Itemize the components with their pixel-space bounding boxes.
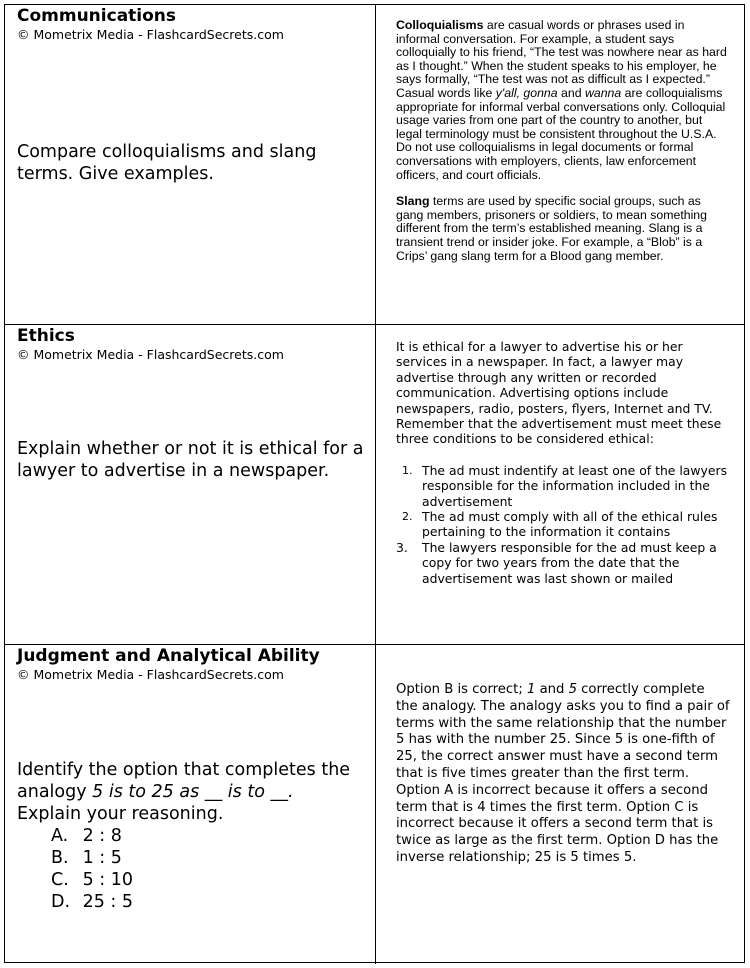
card-front: [5, 325, 376, 644]
answer-italic: y'all, gonna: [495, 85, 558, 100]
flashcard-judgment: [5, 645, 744, 964]
card-question: [17, 759, 365, 913]
option-b: [17, 847, 365, 869]
card-copyright: © Mometrix Media - FlashcardSecrets.com: [17, 27, 284, 42]
answer-intro: It is ethical for a lawyer to advertise his or her services in a newspaper. In fact, a lawyer may advertise through any written or recorded communication. Advertising options include newspapers, radio, posters, flyers, Internet and TV. Remember that the advertisement must meet these three conditions to be considered ethical:: [396, 339, 722, 447]
term-colloquialisms: Colloquialisms: [396, 18, 484, 32]
answer-italic: 1: [526, 682, 536, 697]
list-text: The ad must comply with all of the ethical rules pertaining to the information it contains: [422, 509, 718, 540]
answer-paragraph-slang: [396, 195, 730, 263]
option-text: 5 : 10: [82, 870, 134, 890]
card-back: [376, 645, 744, 964]
option-letter: A.: [51, 826, 69, 846]
option-a: [17, 825, 365, 847]
option-letter: D.: [51, 892, 71, 912]
list-number: 2.: [402, 510, 413, 524]
answer-italic: 5: [568, 682, 577, 697]
list-number: 1.: [402, 463, 413, 477]
list-item: [396, 463, 730, 509]
conditions-list: [396, 463, 730, 586]
card-copyright: © Mometrix Media - FlashcardSecrets.com: [17, 667, 284, 682]
card-title: Judgment and Analytical Ability: [17, 646, 320, 666]
list-text: The lawyers responsible for the ad must keep a copy for two years from the date that the advertisement was last shown or mailed: [422, 539, 717, 586]
list-text: The ad must indentify at least one of the lawyers responsible for the information included in the advertisement: [422, 462, 728, 509]
card-title: Communications: [17, 6, 177, 26]
option-text: 25 : 5: [82, 892, 134, 912]
answer-italic: wanna: [584, 85, 622, 100]
answer-text: and: [535, 682, 569, 697]
option-letter: C.: [51, 870, 69, 890]
card-answer: [396, 19, 730, 276]
term-slang: Slang: [396, 194, 430, 209]
card-front: [5, 5, 376, 324]
option-d: [17, 891, 365, 913]
flashcard-ethics: [5, 325, 744, 645]
answer-text: Option B is correct;: [396, 682, 527, 697]
question-analogy: 5 is to 25 as __ is to __.: [92, 782, 294, 802]
question-text: Explain your reasoning.: [17, 804, 224, 824]
card-front: [5, 645, 376, 964]
option-c: [17, 869, 365, 891]
card-answer: [396, 339, 730, 586]
option-letter: B.: [51, 848, 69, 868]
option-text: 2 : 8: [82, 826, 122, 846]
question-text: Identify the option that completes the analogy: [17, 760, 351, 802]
list-number: 3.: [396, 539, 408, 555]
flashcard-sheet: [4, 4, 745, 963]
flashcard-communications: [5, 5, 744, 325]
answer-text: are casual words or phrases used in informal conversation. For example, a student says colloquially to his friend, “The test was nowhere near as hard as I thought.” When the student speaks to his employer, he says formally, “The test was not as difficult as I expected.” Casual words like: [396, 18, 727, 100]
card-question: Compare colloquialisms and slang terms. Give examples.: [17, 142, 317, 184]
answer-text: correctly complete the analogy. The analogy asks you to find a pair of terms with the same relationship that the number 5 has with the number 25. Since 5 is one-fifth of 25, the correct answer must have a second term that is five times greater than the first term. Option A is incorrect because it offers a second term that is 4 times the first term. Option C is incorrect because it offers a second term that is twice as large as the first term. Option D has the inverse relationship; 25 is 5 times 5.: [396, 682, 730, 865]
card-answer: [396, 682, 730, 867]
option-text: 1 : 5: [82, 848, 122, 868]
card-back: [376, 325, 744, 644]
card-question: Explain whether or not it is ethical for a lawyer to advertise in a newspaper.: [17, 439, 364, 481]
answer-text: are colloquialisms appropriate for informal verbal conversations only. Colloquial usage varies from one part of the country to another, but legal terminology must be consistent throughout the U.S.A. Do not use colloquialisms in legal documents or formal conversations with employers, clients, law enforcement officers, and court officials.: [396, 85, 726, 182]
answer-text: and: [557, 85, 585, 100]
options-list: [17, 825, 365, 913]
card-back: [376, 5, 744, 324]
answer-paragraph-colloquialisms: [396, 19, 730, 182]
list-item: [396, 509, 730, 540]
list-item: [396, 540, 730, 586]
card-copyright: © Mometrix Media - FlashcardSecrets.com: [17, 347, 284, 362]
card-title: Ethics: [17, 326, 75, 346]
answer-text: terms are used by specific social groups, such as gang members, prisoners or soldiers, to mean something different from the term’s established meaning. Slang is a transient trend or insider joke. For example, a “Blob” is a Crips’ gang slang term for a Blood gang member.: [396, 194, 707, 263]
